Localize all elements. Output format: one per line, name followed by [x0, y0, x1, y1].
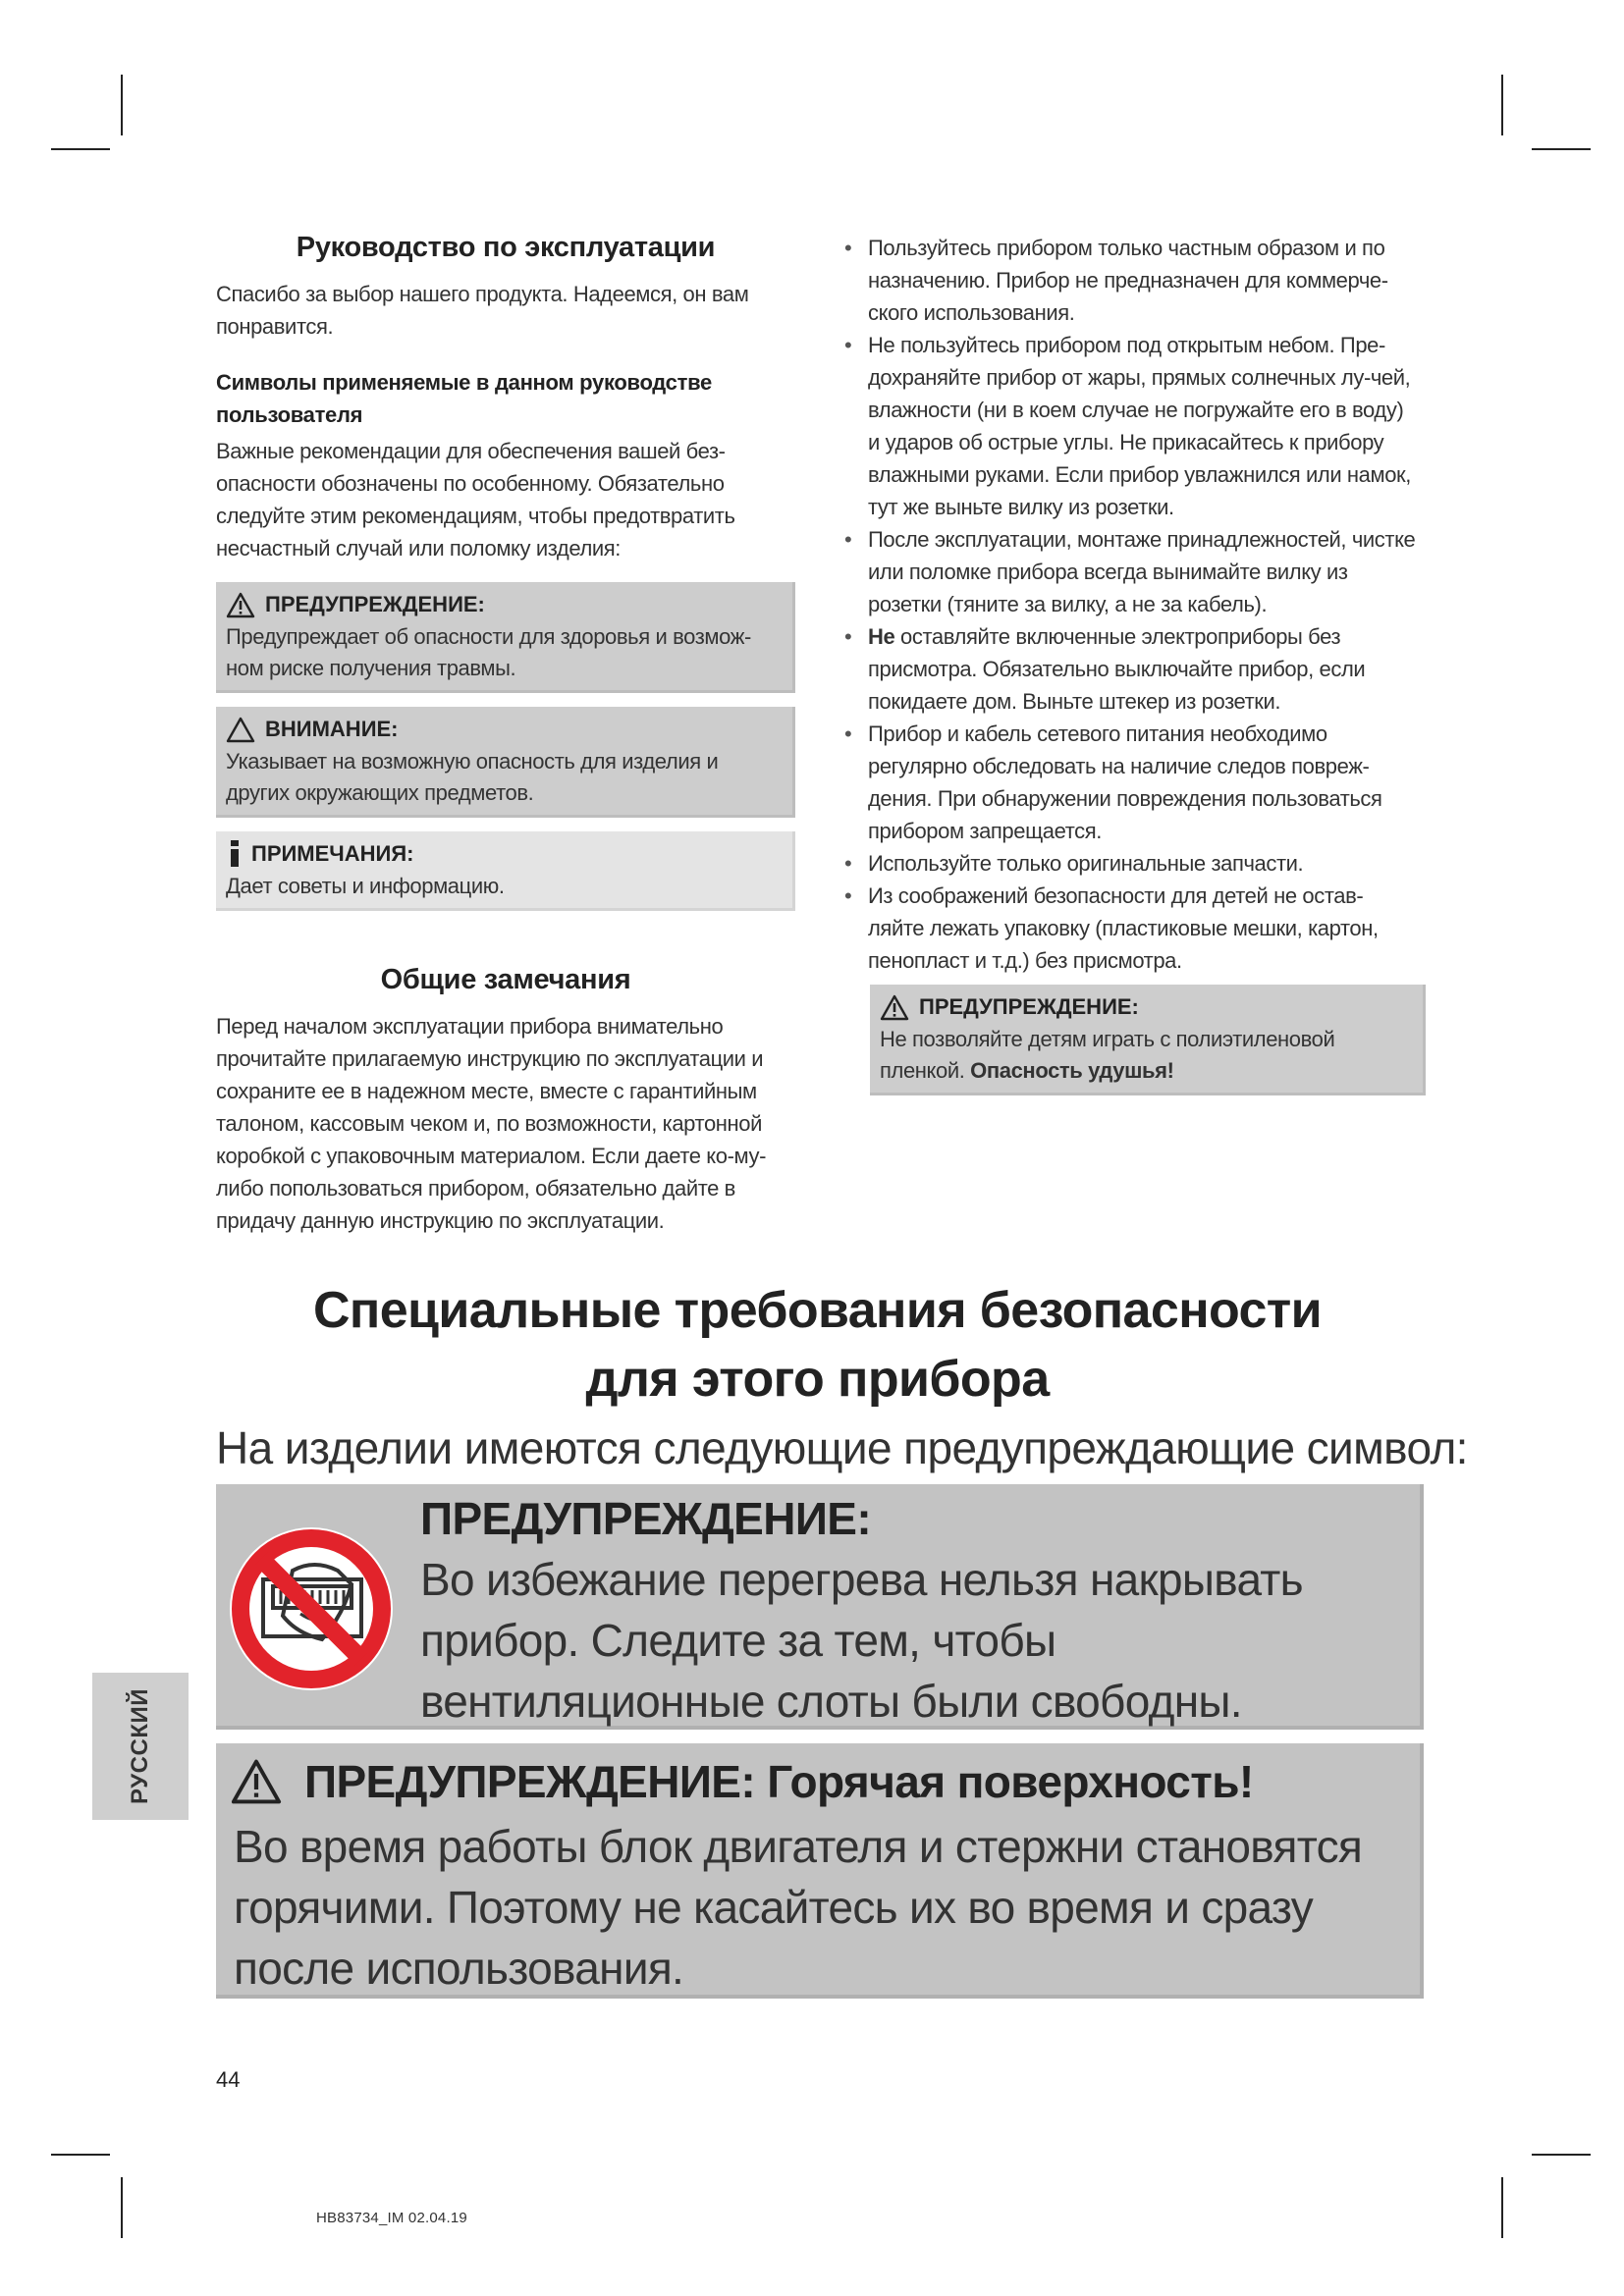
list-item: • Из соображений безопасности для детей не остав-ляйте лежать упаковку (пластиковые мешки, картон, пенопласт и т.д.) без присмотра.: [844, 880, 1419, 977]
overheat-warning-text: Во избежание перегрева нельзя накрывать прибор. Следите за тем, чтобы вентиляционные слоты были свободны.: [420, 1554, 1303, 1727]
intro-text: Спасибо за выбор нашего продукта. Надеемся, он вам понравится.: [216, 282, 749, 339]
crop-mark: [1532, 2154, 1591, 2156]
crop-mark: [1501, 2177, 1503, 2238]
language-tab-label: РУССКИЙ: [127, 1688, 153, 1804]
symbols-heading: Символы применяемые в данном руководстве пользователя: [216, 370, 712, 427]
child-warning-emphasis: Опасность удушья!: [970, 1058, 1174, 1083]
warning-triangle-icon: [230, 1758, 283, 1805]
list-item-text: оставляйте включенные электроприборы без присмотра. Обязательно выключайте прибор, если покидаете дом. Выньте штекер из розетки.: [868, 624, 1366, 714]
list-item: • Пользуйтесь прибором только частным образом и по назначению. Прибор не предназначен для коммерче-ского использования.: [844, 232, 1419, 329]
do-not-cover-icon: [228, 1525, 395, 1692]
notes-title: ПРИМЕЧАНИЯ:: [251, 841, 414, 866]
warning-title: ПРЕДУПРЕЖДЕНИЕ:: [265, 592, 485, 616]
child-warning-box: [870, 985, 1426, 1095]
warning-triangle-icon: [880, 994, 909, 1021]
warning-box: [216, 582, 795, 693]
overheat-warning-title: ПРЕДУПРЕЖДЕНИЕ:: [420, 1493, 872, 1544]
crop-mark: [121, 75, 123, 135]
symbols-text: Важные рекомендации для обеспечения вашей без-опасности обозначены по особенному. Обязательно следуйте этим рекомендациям, чтобы предотвратить несчастный случай или поломку изделия:: [216, 439, 735, 561]
general-title: Общие замечания: [380, 964, 631, 995]
language-tab: [92, 1673, 189, 1820]
list-item: • Используйте только оригинальные запчасти.: [844, 847, 1419, 880]
manual-title: Руководство по эксплуатации: [296, 232, 716, 263]
attention-title: ВНИМАНИЕ:: [265, 717, 399, 741]
crop-mark: [121, 2177, 123, 2238]
overheat-warning-box: [216, 1484, 1424, 1730]
attention-box: [216, 707, 795, 818]
crop-mark: [1501, 75, 1503, 135]
special-title-line-2: для этого прибора: [585, 1351, 1050, 1408]
crop-mark: [51, 148, 110, 150]
special-subtitle: На изделии имеются следующие предупреждающие символ:: [216, 1422, 1468, 1473]
list-item: • Прибор и кабель сетевого питания необходимо регулярно обследовать на наличие следов повреж-дения. При обнаружении повреждения пользоваться прибором запрещается.: [844, 718, 1419, 847]
child-warning-title: ПРЕДУПРЕЖДЕНИЕ:: [919, 994, 1139, 1019]
info-icon: [228, 840, 242, 868]
crop-mark: [1532, 148, 1591, 150]
list-item: [844, 620, 1419, 718]
left-column: [216, 232, 795, 1237]
hot-surface-title: ПРЕДУПРЕЖДЕНИЕ: Горячая поверхность!: [304, 1756, 1254, 1807]
hot-surface-text: Во время работы блок двигателя и стержни становятся горячими. Поэтому не касайтесь их во время и сразу после использования.: [234, 1821, 1363, 1994]
right-column: [844, 232, 1419, 1095]
crop-mark: [51, 2154, 110, 2156]
list-item: • После эксплуатации, монтаже принадлежностей, чистке или поломке прибора всегда вынимайте вилку из розетки (тяните за вилку, а не за кабель).: [844, 523, 1419, 620]
general-text: Перед началом эксплуатации прибора внимательно прочитайте прилагаемую инструкцию по эксплуатации и сохраните ее в надежном месте, вместе с гарантийным талоном, кассовым чеком и, по возможности, картонной коробкой с упаковочным материалом. Если даете ко-му-либо попользоваться прибором, обязательно дайте в придачу данную инструкцию по эксплуатации.: [216, 1014, 767, 1233]
caution-triangle-icon: [226, 717, 255, 743]
notes-box: [216, 831, 795, 911]
warning-triangle-icon: [226, 592, 255, 618]
warning-text: Предупреждает об опасности для здоровья и возмож-ном риске получения травмы.: [226, 624, 751, 680]
child-warning-text: Не позволяйте детям играть с полиэтиленовой пленкой.: [880, 1027, 1335, 1083]
notes-text: Дает советы и информацию.: [226, 874, 505, 898]
bold-word: Не: [868, 624, 895, 649]
special-title-line-1: Специальные требования безопасности: [312, 1282, 1323, 1339]
special-title: [216, 1276, 1419, 1414]
page-number: 44: [216, 2067, 241, 2092]
safety-bullet-list: [844, 232, 1419, 977]
hot-surface-warning-box: [216, 1743, 1424, 1999]
list-item: • Не пользуйтесь прибором под открытым небом. Пре-дохраняйте прибор от жары, прямых солнечных лу-чей, влажности (ни в коем случае не погружайте его в воду) и ударов об острые углы. Не прикасайтесь к прибору влажными руками. Если прибор увлажнился или намок, тут же выньте вилку из розетки.: [844, 329, 1419, 523]
footer-code: HB83734_IM 02.04.19: [316, 2210, 467, 2226]
attention-text: Указывает на возможную опасность для изделия и других окружающих предметов.: [226, 749, 719, 805]
